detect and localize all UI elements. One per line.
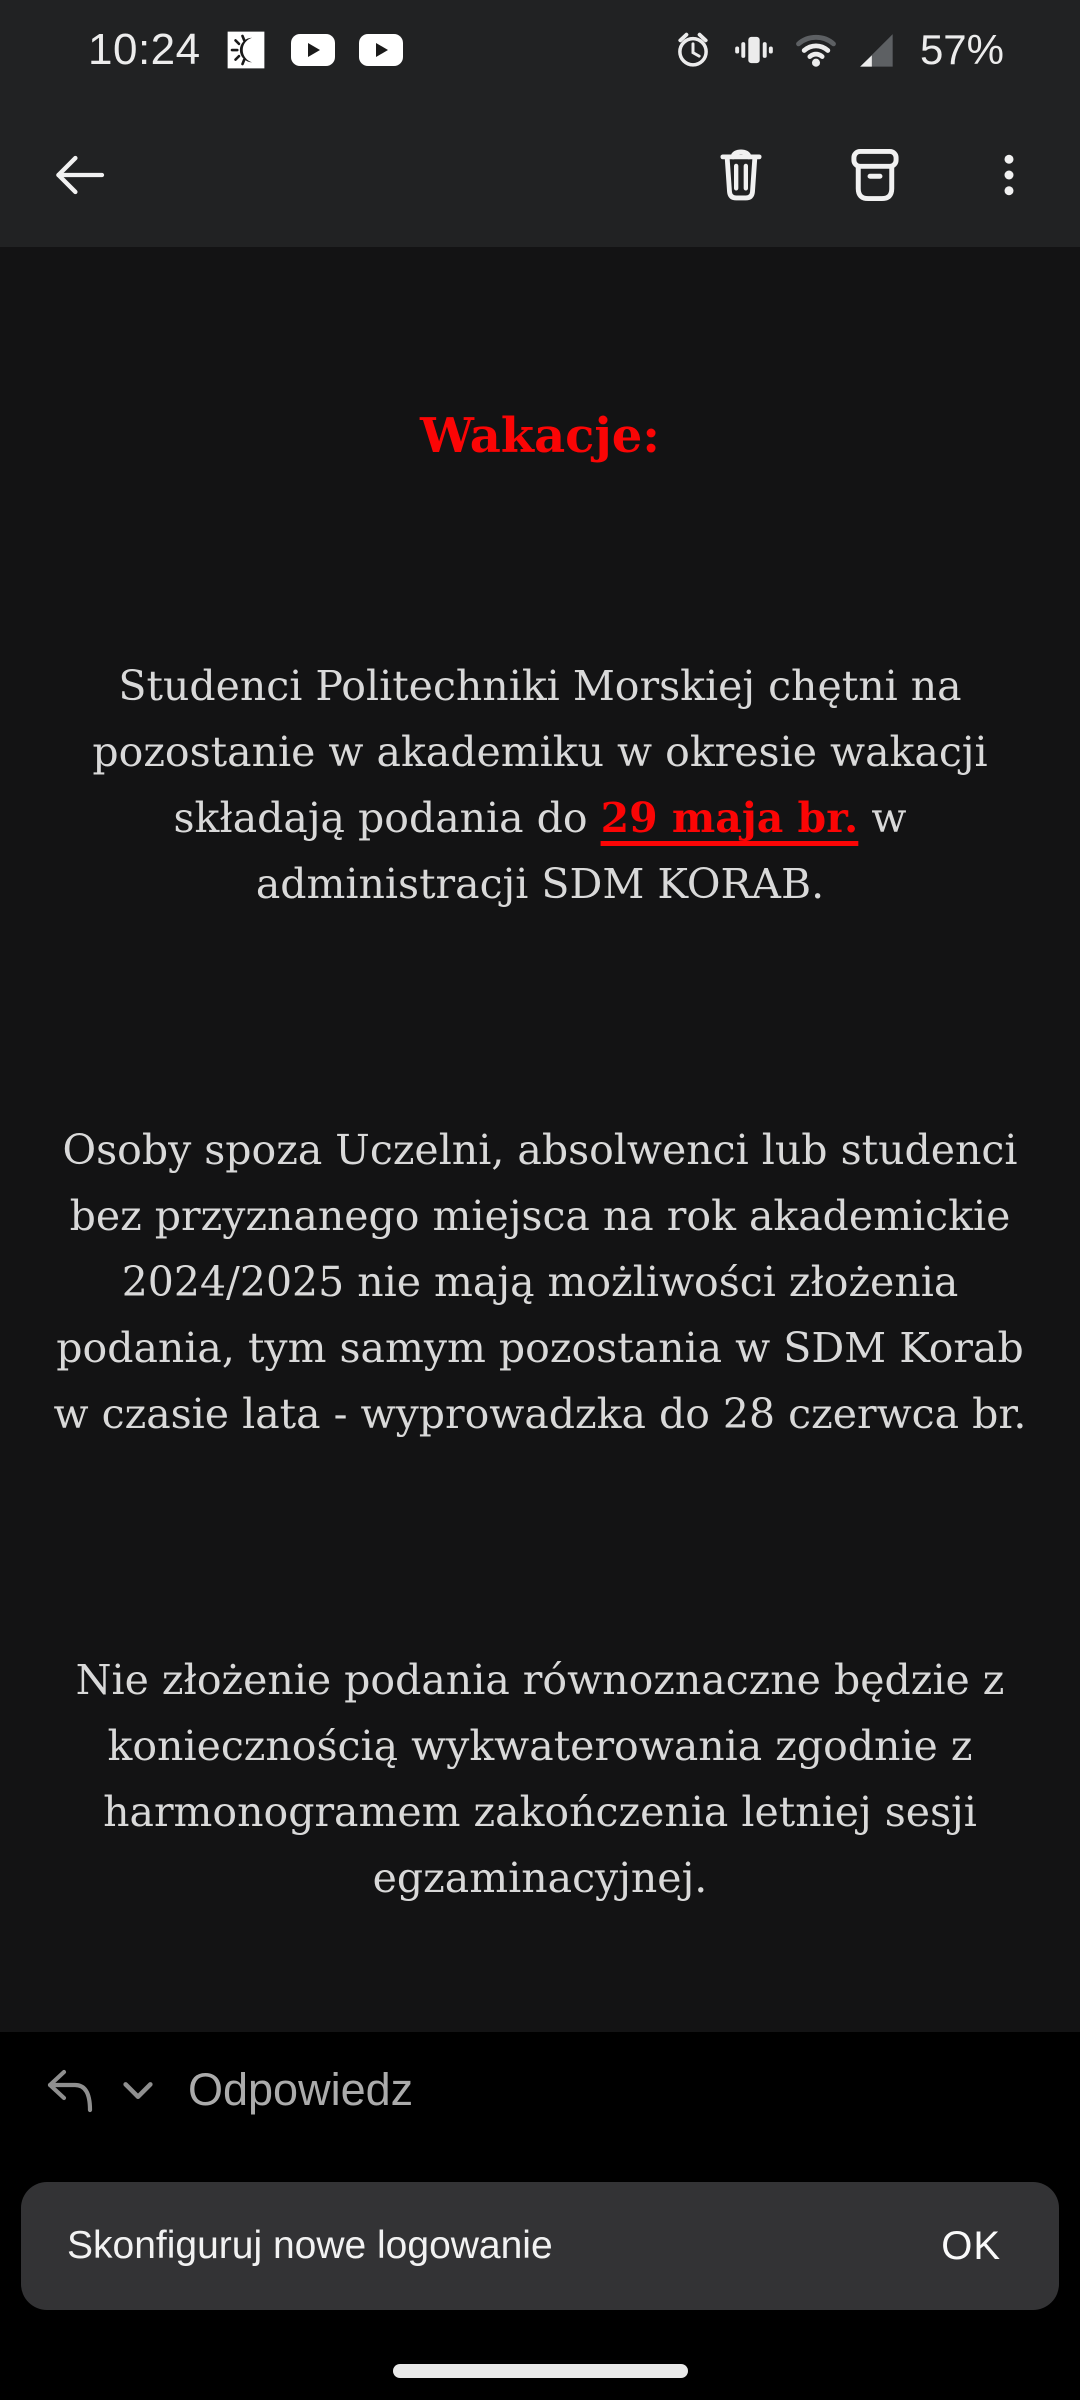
email-heading: Wakacje: [419, 408, 661, 464]
deadline-link[interactable]: 29 maja br. [600, 794, 859, 842]
overflow-menu-button[interactable] [978, 144, 1040, 206]
clock-text: 10:24 [88, 25, 201, 74]
email-paragraph: Osoby spoza Uczelni, absolwenci lub studenci bez przyznanego miejsca na rok akademickie 2024/2025 nie mają możliwości złożenia podania, tym samym pozostania w SDM Korab w czasie lata - wyprowadzka do 28 czerwca br. [53, 1126, 1027, 1438]
paragraph-text: Studenci Politechniki Morskiej chętni na pozostanie w akademiku w okresie wakacji składają podania do [92, 662, 988, 842]
top-chrome [0, 0, 1080, 247]
email-paragraph: Nie złożenie podania równoznaczne będzie z koniecznością wykwaterowania zgodnie z harmonogramem zakończenia letniej sesji egzaminacyjnej. [75, 1656, 1005, 1902]
cell-signal-icon [856, 29, 896, 71]
app-bar [0, 120, 1080, 230]
snackbar-message: Skonfiguruj nowe logowanie [67, 2224, 553, 2267]
app-bar-actions [710, 144, 1080, 206]
status-bar-right [672, 26, 1004, 74]
email-paragraph [38, 653, 1042, 917]
alarm-icon [672, 29, 714, 71]
bottom-region [0, 2032, 1080, 2400]
status-bar-left [88, 25, 403, 75]
paragraph-text: w administracji SDM KORAB. [255, 794, 907, 908]
status-bar [0, 14, 1080, 86]
reply-arrow-icon [40, 2064, 98, 2116]
sun-app-notification-icon [225, 29, 267, 71]
battery-percent-text: 57% [919, 26, 1004, 73]
snackbar-ok-button[interactable]: OK [941, 2223, 1001, 2268]
chevron-down-icon[interactable] [120, 2077, 156, 2103]
reply-bar[interactable] [40, 2056, 413, 2124]
youtube-notification-icon [291, 34, 335, 66]
vibrate-icon [732, 29, 776, 71]
archive-button[interactable] [844, 144, 906, 206]
wifi-icon [794, 29, 838, 71]
snackbar [21, 2182, 1059, 2310]
email-body [0, 247, 1080, 2032]
reply-label[interactable]: Odpowiedz [188, 2064, 414, 2115]
back-button[interactable] [48, 144, 110, 206]
youtube-notification-icon [359, 34, 403, 66]
delete-button[interactable] [710, 144, 772, 206]
gesture-navigation-handle[interactable] [393, 2364, 688, 2378]
